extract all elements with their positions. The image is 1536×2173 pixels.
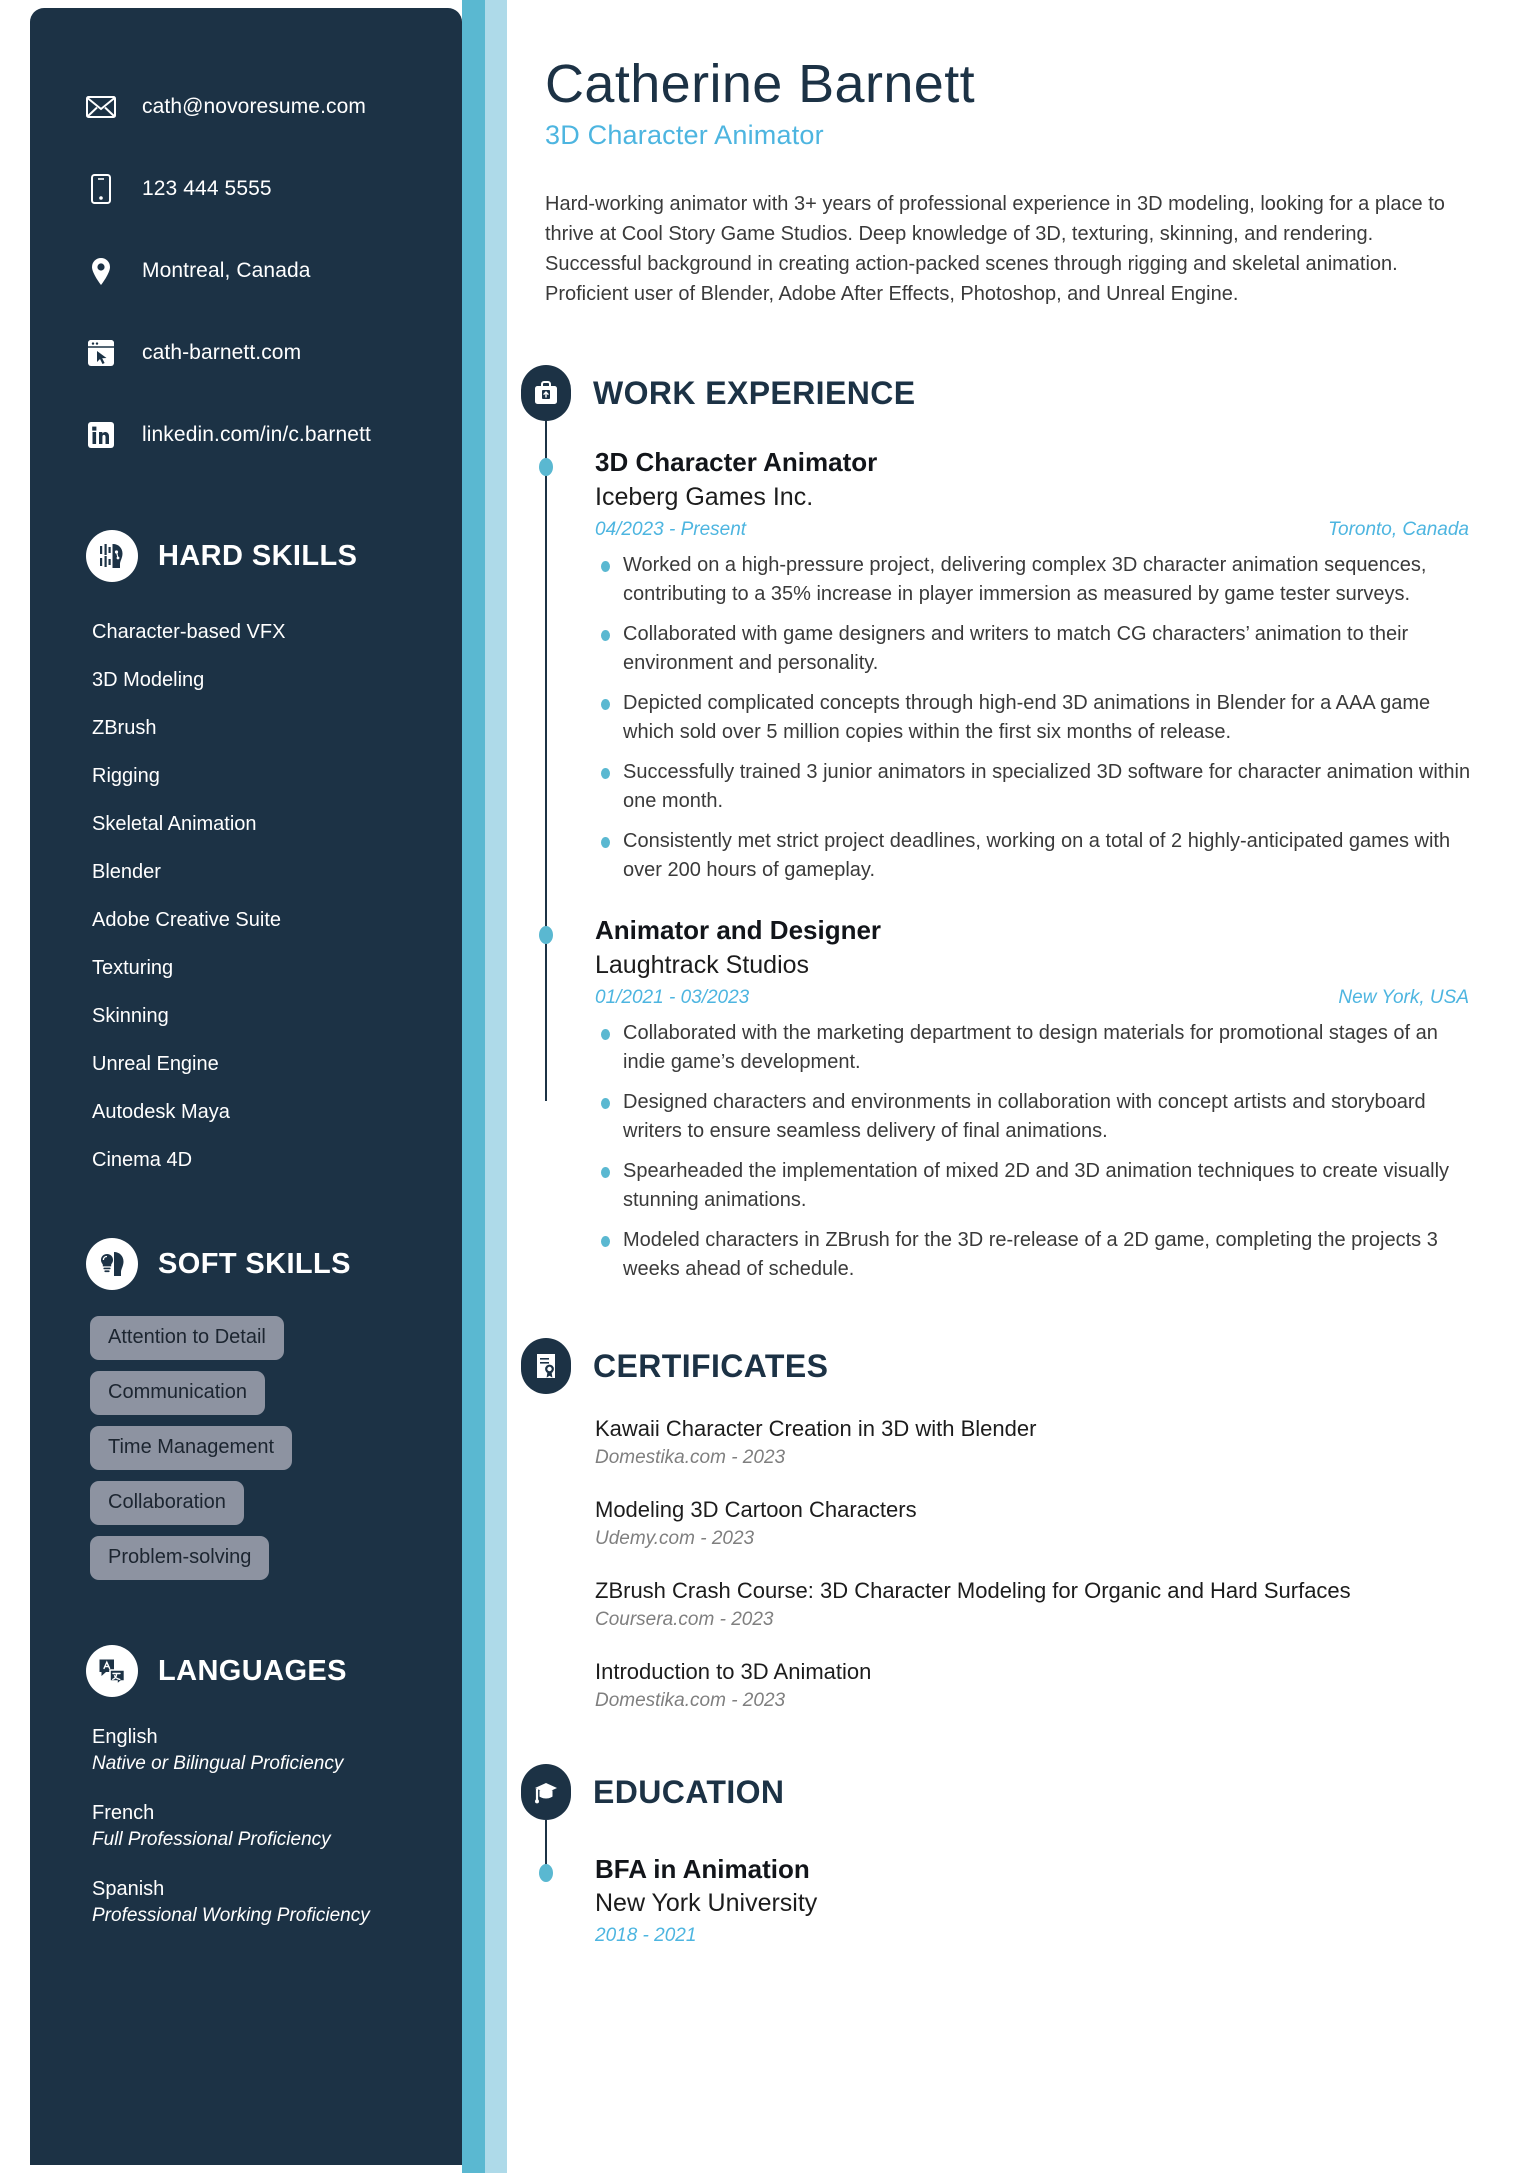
hard-skill-item: Autodesk Maya [92,1101,230,1123]
hard-skill-item: Cinema 4D [92,1149,193,1171]
job-date: 04/2023 - Present [595,519,747,540]
hard-skill-item: Adobe Creative Suite [92,909,282,931]
hard-skill-item: Skeletal Animation [92,813,257,835]
soft-skills-list [30,1316,462,1591]
job-entry [545,913,1475,1284]
certificate-name: ZBrush Crash Course: 3D Character Modeling for Organic and Hard Surfaces [595,1578,1351,1603]
hard-skills-list [30,608,462,1184]
section-header-certificates [521,1338,1475,1394]
work-experience-title: WORK EXPERIENCE [593,374,916,411]
job-bullets [595,551,1475,885]
section-header-languages [30,1645,462,1697]
job-role-subtitle: 3D Character Animator [545,120,824,150]
job-entry [545,445,1475,885]
contact-item-phone[interactable] [30,148,462,230]
certificate-source: Udemy.com - 2023 [595,1528,755,1549]
job-bullet: Consistently met strict project deadlines, working on a total of 2 highly-anticipated games with over 200 hours of gameplay. [595,827,1471,885]
certificate-source: Coursera.com - 2023 [595,1609,774,1630]
location-pin-icon [86,256,116,286]
contact-item-email[interactable] [30,66,462,148]
soft-skill-chip: Collaboration [90,1481,244,1525]
job-bullet: Modeled characters in ZBrush for the 3D re-release of a 2D game, completing the projects 3 weeks ahead of schedule. [595,1226,1471,1284]
job-title: Animator and Designer [595,915,882,945]
soft-skill-chip: Attention to Detail [90,1316,284,1360]
hard-skill-item: ZBrush [92,717,157,739]
language-level: Professional Working Proficiency [92,1905,370,1926]
contact-list [30,66,462,476]
contact-item-linkedin[interactable] [30,394,462,476]
languages-list [30,1723,462,1929]
accent-strip-medium [462,0,485,2173]
soft-skill-chip: Time Management [90,1426,292,1470]
certificate-item [595,1657,1475,1714]
job-bullet: Spearheaded the implementation of mixed 2D and 3D animation techniques to create visually stunning animations. [595,1157,1471,1215]
section-header-hard-skills [30,530,462,582]
job-company: Laughtrack Studios [595,951,810,979]
language-item [92,1723,462,1777]
hard-skills-title: HARD SKILLS [158,539,358,572]
language-item [92,1875,462,1929]
certificate-source: Domestika.com - 2023 [595,1690,786,1711]
education-title: EDUCATION [593,1773,785,1810]
contact-linkedin-text: linkedin.com/in/c.barnett [142,423,371,446]
accent-strip-light [485,0,507,2173]
certificate-name: Modeling 3D Cartoon Characters [595,1497,917,1522]
job-bullet: Designed characters and environments in collaboration with concept artists and storyboard writers to ensure seamless delivery of final animations. [595,1088,1471,1146]
languages-title: LANGUAGES [158,1654,347,1687]
certificates-list [545,1394,1475,1714]
certificates-title: CERTIFICATES [593,1347,829,1384]
language-name: English [92,1726,158,1748]
main-content [545,0,1475,1947]
job-bullet: Collaborated with game designers and writers to match CG characters’ animation to their environment and personality. [595,620,1471,678]
certificate-name: Kawaii Character Creation in 3D with Blender [595,1416,1037,1441]
job-bullet: Worked on a high-pressure project, delivering complex 3D character animation sequences, contributing to a 35% increase in player immersion as measured by game tester surveys. [595,551,1471,609]
contact-item-website[interactable] [30,312,462,394]
education-degree: BFA in Animation [595,1854,810,1884]
contact-location-text: Montreal, Canada [142,259,311,282]
job-meta [595,519,1469,541]
certificate-source: Domestika.com - 2023 [595,1447,786,1468]
contact-item-location[interactable] [30,230,462,312]
hard-skill-item: Rigging [92,765,160,787]
graduation-cap-icon [521,1764,571,1820]
education-date: 2018 - 2021 [595,1925,697,1946]
job-bullet: Depicted complicated concepts through high-end 3D animations in Blender for a AAA game which sold over 5 million copies within the first six months of release. [595,689,1471,747]
hard-skill-item: Blender [92,861,161,883]
section-header-education [521,1764,1475,1820]
job-meta [595,987,1469,1009]
hard-skill-item: 3D Modeling [92,669,205,691]
job-bullet: Collaborated with the marketing department to design materials for promotional stages of an indie game’s development. [595,1019,1471,1077]
job-location: New York, USA [1338,987,1469,1008]
soft-skills-title: SOFT SKILLS [158,1247,351,1280]
language-name: Spanish [92,1878,165,1900]
section-header-soft-skills [30,1238,462,1290]
timeline-dot [539,926,553,944]
certificate-item [595,1576,1475,1633]
language-item [92,1799,462,1853]
job-date: 01/2021 - 03/2023 [595,987,750,1008]
translate-icon [86,1645,138,1697]
certificate-icon [521,1338,571,1394]
contact-email-text: cath@novoresume.com [142,95,366,118]
timeline-dot [539,458,553,476]
certificate-item [595,1414,1475,1471]
hard-skill-item: Texturing [92,957,174,979]
job-location: Toronto, Canada [1328,519,1469,540]
job-company: Iceberg Games Inc. [595,483,814,511]
language-level: Native or Bilingual Proficiency [92,1753,344,1774]
job-bullet: Successfully trained 3 junior animators in specialized 3D software for character animation within one month. [595,758,1471,816]
phone-icon [86,174,116,204]
certificate-item [595,1495,1475,1552]
education-list [545,1820,1475,1947]
email-icon [86,92,116,122]
contact-phone-text: 123 444 5555 [142,177,272,200]
education-school: New York University [595,1889,818,1917]
profile-summary: Hard-working animator with 3+ years of professional experience in 3D modeling, looking for a place to thrive at Cool Story Game Studios. Deep knowledge of 3D, texturing, skinning, and rendering. Successful background in creating action-packed scenes through rigging and skeletal animation. Proficient user of Blender, Adobe After Effects, Photoshop, and Unreal Engine. [545,193,1445,305]
section-header-work-experience [521,365,1475,421]
section-certificates [545,1338,1475,1714]
website-icon [86,338,116,368]
language-name: French [92,1802,155,1824]
soft-skill-chip: Communication [90,1371,265,1415]
page-title: Catherine Barnett [545,54,976,114]
soft-skill-chip: Problem-solving [90,1536,269,1580]
job-bullets [595,1019,1475,1284]
section-education [545,1764,1475,1947]
contact-website-text: cath-barnett.com [142,341,302,364]
sidebar [30,8,462,2165]
jobs-list [545,421,1475,1284]
certificate-name: Introduction to 3D Animation [595,1659,872,1684]
lightbulb-head-icon [86,1238,138,1290]
job-title: 3D Character Animator [595,447,878,477]
hard-skill-item: Character-based VFX [92,621,286,643]
linkedin-icon [86,420,116,450]
hard-skill-item: Unreal Engine [92,1053,219,1075]
brain-circuit-icon [86,530,138,582]
education-entry [545,1852,1475,1947]
hard-skill-item: Skinning [92,1005,169,1027]
language-level: Full Professional Proficiency [92,1829,331,1850]
briefcase-icon [521,365,571,421]
section-work-experience [545,365,1475,1284]
timeline-dot [539,1864,553,1882]
